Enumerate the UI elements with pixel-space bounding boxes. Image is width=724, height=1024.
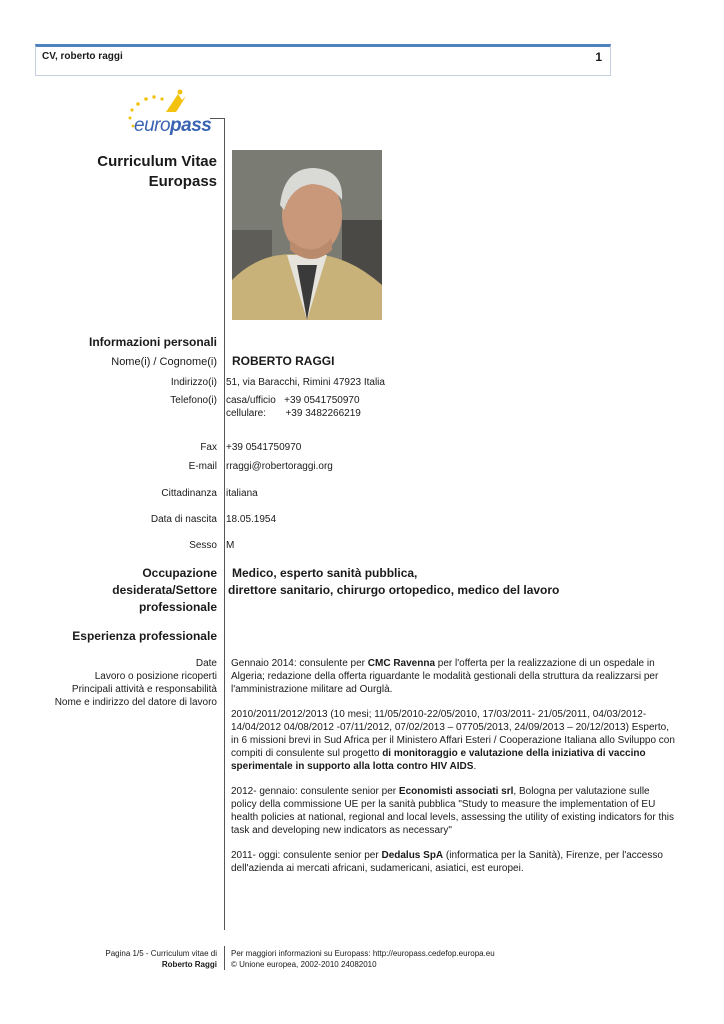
logo-text-euro: euro [134,115,171,136]
birthdate-value: 18.05.1954 [226,514,277,525]
experience-item [231,785,676,837]
address-value: 51, via Baracchi, Rimini 47923 Italia [226,377,385,388]
profile-photo [232,150,382,320]
exp3-company: Economisti associati srl [398,786,514,797]
header-title: CV, roberto raggi [42,51,123,62]
sex-label: Sesso [189,540,217,551]
footer-copyright: © Unione europea, 2002-2010 24082010 [231,960,377,969]
section-personal-info: Informazioni personali [88,335,217,349]
address-label: Indirizzo(i) [170,377,217,388]
column-divider [224,118,225,930]
occupation-value-line1: Medico, esperto sanità pubblica, [232,566,418,580]
exp1-company: CMC Ravenna [367,658,436,669]
page-number: 1 [595,50,602,64]
exp1-text: Gennaio 2014: consulente per [231,658,368,669]
label-date: Date [195,658,217,669]
label-activities: Principali attività e responsabilità [71,684,217,695]
occupation-label-line3: professionale [138,600,217,614]
phone-value-mobile: cellulare: +39 3482266219 [226,408,361,419]
footer-author: Roberto Raggi [161,960,217,969]
exp2-project: di monitoraggio e valutazione della iniziativa di vaccino sperimentale in supporto alla lotta contro HIV AIDS [231,748,646,772]
page-header [35,44,611,76]
cv-title-line2: Europass [148,173,217,190]
exp3-details: , Bologna per valutazione sulle policy della commissione UE per la sanità pubblica "Study to measure the implementation of EU health policies at national, regional and local levels, assessing the utility of existing indicators for this task and developing new indicators as necessary" [231,786,675,836]
portrait-image [232,150,382,320]
sex-value: M [226,540,235,551]
citizenship-label: Cittadinanza [161,488,217,499]
exp1-details: per l'offerta per la realizzazione di un ospedale in Algeria; redazione della offerta riguardante le modalità gestionali della struttura da realizzarsi per l'amministrazione militare ad Ourglà. [231,658,659,695]
cv-title [97,152,217,192]
footer-left [105,948,217,970]
exp2-text: 2010/2011/2012/2013 (10 mesi; 11/05/2010-22/05/2010, 17/03/2011- 21/05/2011, 04/03/2012-14/04/2012 04/08/2012 -07/11/2012, 07/02/2013 – 07705/2013, 24/09/2013 – 20/12/2013) Esperto, in 6 missioni brevi in Sud Africa per il Ministero Affari Esteri / Cooperazione Italiana allo Sviluppo con compiti di consulente sul progetto [231,709,675,759]
exp4-text: 2011- oggi: consulente senior per [231,850,382,861]
label-employer: Nome e indirizzo del datore di lavoro [54,697,217,708]
email-label: E-mail [188,461,217,472]
exp3-text: 2012- gennaio: consulente senior per [231,786,399,797]
email-value[interactable]: rraggi@robertoraggi.org [226,461,333,472]
phone-label: Telefono(i) [170,395,217,406]
occupation-label [112,565,217,616]
exp4-company: Dedalus SpA [381,850,444,861]
exp2-end: . [473,761,477,772]
footer-right [231,948,495,970]
fax-label: Fax [200,442,217,453]
experience-labels [55,657,217,709]
occupation-label-line1: Occupazione [142,566,217,580]
occupation-value-line2: direttore sanitario, chirurgo ortopedico, medico del lavoro [228,583,560,597]
europass-logo [120,88,220,140]
occupation-label-line2: desiderata/Settore [112,583,217,597]
logo-text-pass: pass [170,115,212,136]
footer-divider [224,946,225,970]
birthdate-label: Data di nascita [150,514,217,525]
experience-list [231,657,676,887]
footer-europass-link[interactable]: Per maggiori informazioni su Europass: http://europass.cedefop.europa.eu [231,949,495,958]
phone-value-home: casa/ufficio +39 0541750970 [226,395,360,406]
citizenship-value: italiana [226,488,258,499]
experience-item [231,708,676,773]
label-role: Lavoro o posizione ricoperti [94,671,217,682]
fax-value: +39 0541750970 [226,442,302,453]
section-experience: Esperienza professionale [72,629,217,643]
name-label: Nome(i) / Cognome(i) [111,356,217,368]
experience-item [231,657,676,696]
name-value: ROBERTO RAGGI [232,354,335,368]
exp4-details: (informatica per la Sanità), Firenze, per l'accesso dell'azienda ai mercati africani, sudamericani, asiatici, est europei. [231,850,663,874]
experience-item [231,849,676,875]
footer-page-info: Pagina 1/5 - Curriculum vitae di [105,949,217,958]
cv-title-line1: Curriculum Vitae [97,153,217,170]
logo-text [134,115,211,137]
